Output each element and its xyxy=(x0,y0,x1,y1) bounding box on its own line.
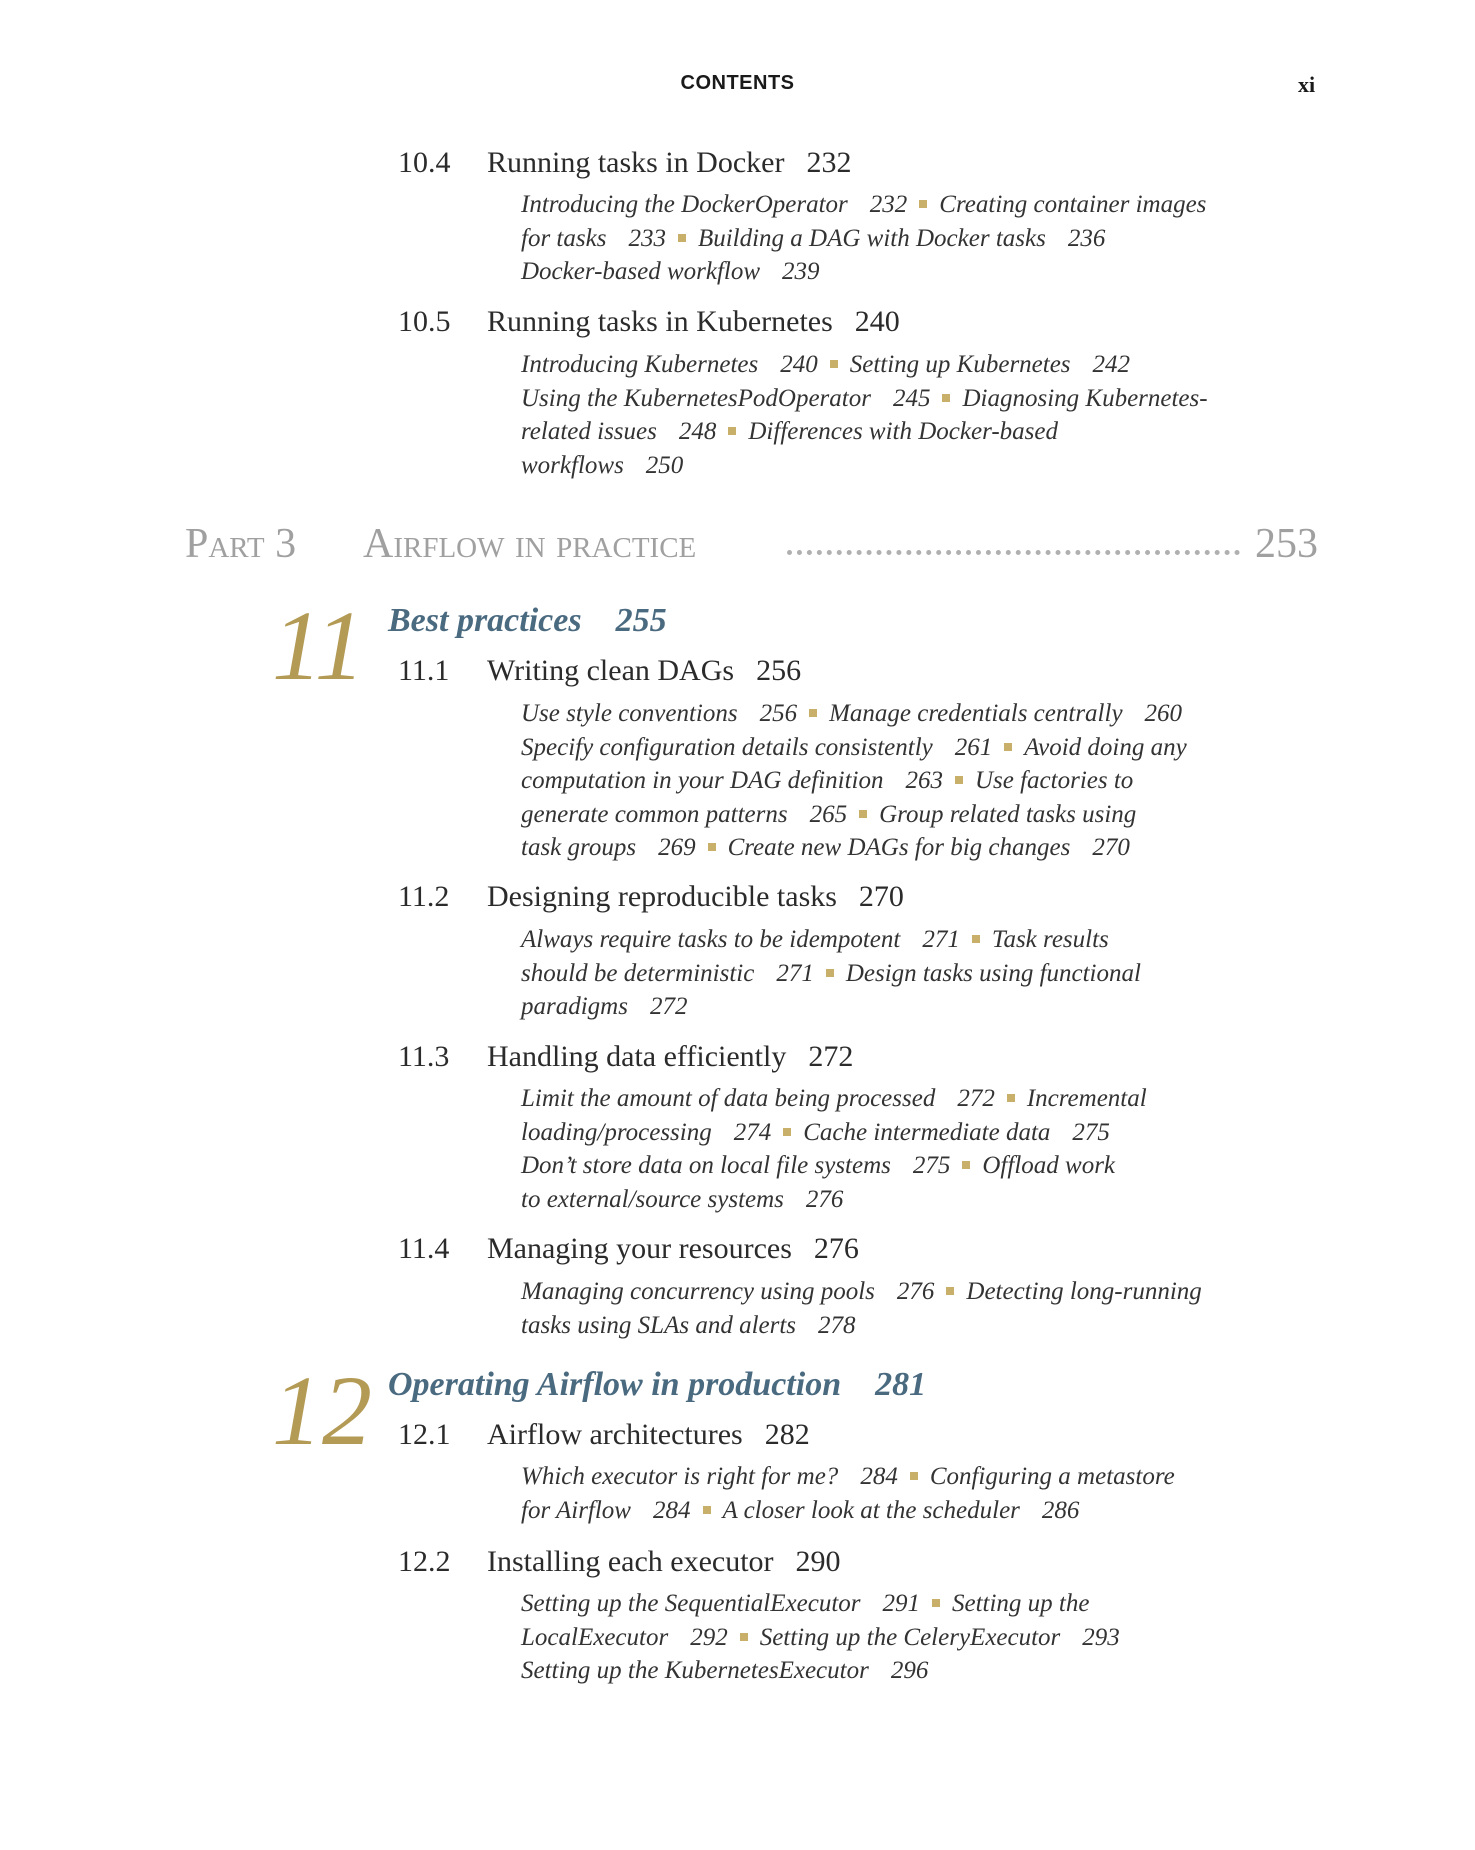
bullet-separator xyxy=(728,427,736,435)
subtopic-page: 270 xyxy=(1092,834,1130,861)
subtopic-page: 261 xyxy=(954,733,993,761)
subtopic-title: Setting up the xyxy=(952,1590,1090,1617)
subtopic-title: for Airflow xyxy=(521,1496,631,1524)
chapter-number: 11 xyxy=(272,590,365,701)
section-number: 12.1 xyxy=(398,1418,451,1451)
bullet-separator xyxy=(826,969,834,977)
subtopic-title: Which executor is right for me? xyxy=(521,1463,839,1490)
section-page: 272 xyxy=(808,1040,854,1073)
running-head: CONTENTS xyxy=(680,72,795,94)
subtopic-title: Diagnosing Kubernetes- xyxy=(962,384,1208,412)
subtopic-line xyxy=(521,255,1206,289)
bullet-separator xyxy=(809,709,817,717)
subtopic-page: 236 xyxy=(1067,224,1106,252)
bullet-separator xyxy=(703,1506,711,1514)
subtopic-line xyxy=(521,222,1206,256)
subtopic-page: 256 xyxy=(759,700,798,727)
subtopic-title: workflows xyxy=(521,451,624,479)
subtopic-line xyxy=(521,1654,1120,1688)
bullet-separator xyxy=(678,234,686,242)
bullet-separator xyxy=(932,1599,940,1607)
subtopic-title: paradigms xyxy=(521,993,628,1020)
section-number: 11.2 xyxy=(398,880,450,913)
subtopic-line xyxy=(521,1116,1147,1150)
subtopic-page: 271 xyxy=(922,926,960,953)
subtopic-page: 271 xyxy=(776,959,814,987)
section-page: 256 xyxy=(756,654,802,687)
subtopic-list xyxy=(521,1275,1202,1342)
subtopic-page: 296 xyxy=(890,1657,929,1684)
section-page: 276 xyxy=(813,1232,859,1265)
subtopic-title: Task results xyxy=(991,926,1109,953)
bullet-separator xyxy=(942,394,950,402)
subtopic-list xyxy=(521,1082,1147,1216)
dot-leader xyxy=(787,550,1240,555)
subtopic-title: Detecting long-running xyxy=(966,1278,1202,1305)
subtopic-title: Introducing the DockerOperator xyxy=(521,191,848,218)
subtopic-title: Setting up the SequentialExecutor xyxy=(521,1590,861,1617)
subtopic-line xyxy=(521,764,1187,798)
subtopic-page: 278 xyxy=(818,1311,856,1339)
section-number: 11.4 xyxy=(398,1232,450,1265)
subtopic-title: tasks using SLAs and alerts xyxy=(521,1311,797,1339)
subtopic-line xyxy=(521,957,1141,991)
subtopic-line xyxy=(521,1275,1202,1309)
section-number: 11.1 xyxy=(398,654,450,687)
subtopic-list xyxy=(521,697,1187,865)
chapter-page: 281 xyxy=(875,1366,927,1403)
bullet-separator xyxy=(919,200,927,208)
bullet-separator xyxy=(972,935,980,943)
subtopic-title: Differences with Docker-based xyxy=(748,418,1058,445)
bullet-separator xyxy=(740,1633,748,1641)
bullet-separator xyxy=(783,1128,791,1136)
subtopic-title: to external/source systems xyxy=(521,1185,784,1213)
part-title: Airflow in practice xyxy=(363,521,697,567)
section-heading xyxy=(398,1545,998,1581)
section-title: Running tasks in Docker 232 xyxy=(487,146,852,179)
subtopic-title: computation in your DAG definition xyxy=(521,767,884,794)
subtopic-line xyxy=(521,990,1141,1024)
part-heading xyxy=(185,520,1318,570)
subtopic-page: 245 xyxy=(892,384,931,412)
part-page: 253 xyxy=(1255,521,1318,567)
bullet-separator xyxy=(946,1287,954,1295)
subtopic-title: Creating container images xyxy=(939,191,1207,218)
subtopic-line xyxy=(521,449,1208,483)
subtopic-page: 272 xyxy=(649,993,688,1020)
subtopic-line xyxy=(521,1149,1147,1183)
subtopic-line xyxy=(521,1309,1202,1343)
section-page: 282 xyxy=(764,1418,810,1451)
section-title: Designing reproducible tasks 270 xyxy=(487,880,904,913)
chapter-title: Operating Airflow in production 281 xyxy=(388,1366,927,1403)
subtopic-title: Avoid doing any xyxy=(1024,733,1187,761)
section-heading xyxy=(398,305,998,341)
subtopic-title: Limit the amount of data being processed xyxy=(521,1085,936,1112)
subtopic-page: 293 xyxy=(1082,1623,1120,1651)
subtopic-title: Managing concurrency using pools xyxy=(521,1278,875,1305)
subtopic-title: Use style conventions xyxy=(521,700,738,727)
section-title: Airflow architectures 282 xyxy=(487,1418,810,1451)
subtopic-page: 284 xyxy=(653,1496,691,1524)
subtopic-title: Incremental xyxy=(1026,1085,1147,1112)
subtopic-page: 286 xyxy=(1041,1496,1080,1524)
chapter-number: 12 xyxy=(272,1355,372,1466)
subtopic-line xyxy=(521,831,1187,865)
bullet-separator xyxy=(910,1472,918,1480)
subtopic-title: Offload work xyxy=(982,1152,1116,1179)
subtopic-page: 250 xyxy=(645,451,684,479)
bullet-separator xyxy=(830,360,838,368)
section-page: 240 xyxy=(854,305,900,338)
subtopic-line xyxy=(521,1082,1147,1116)
section-title: Managing your resources 276 xyxy=(487,1232,859,1265)
subtopic-title: generate common patterns xyxy=(521,800,788,828)
subtopic-line xyxy=(521,188,1206,222)
subtopic-page: 263 xyxy=(905,767,943,794)
subtopic-title: Setting up Kubernetes xyxy=(849,351,1071,378)
subtopic-page: 292 xyxy=(690,1623,728,1651)
subtopic-page: 265 xyxy=(809,800,848,828)
subtopic-title: Design tasks using functional xyxy=(845,959,1141,987)
subtopic-line xyxy=(521,348,1208,382)
subtopic-page: 275 xyxy=(1072,1118,1110,1146)
subtopic-title: Using the KubernetesPodOperator xyxy=(521,384,871,412)
subtopic-page: 275 xyxy=(912,1152,951,1179)
subtopic-title: A closer look at the scheduler xyxy=(722,1496,1020,1524)
section-number: 10.4 xyxy=(398,146,451,179)
subtopic-title: Setting up the CeleryExecutor xyxy=(759,1623,1061,1651)
bullet-separator xyxy=(962,1161,970,1169)
subtopic-page: 248 xyxy=(678,418,717,445)
subtopic-title: Configuring a metastore xyxy=(929,1463,1175,1490)
subtopic-title: Always require tasks to be idempotent xyxy=(521,926,901,953)
subtopic-title: Docker-based workflow xyxy=(521,258,761,285)
section-title: Handling data efficiently 272 xyxy=(487,1040,854,1073)
subtopic-page: 240 xyxy=(780,351,818,378)
subtopic-page: 276 xyxy=(805,1185,844,1213)
section-number: 11.3 xyxy=(398,1040,450,1073)
subtopic-list xyxy=(521,348,1208,482)
bullet-separator xyxy=(1007,1094,1015,1102)
subtopic-line xyxy=(521,1621,1120,1655)
subtopic-title: Don’t store data on local file systems xyxy=(521,1152,891,1179)
bullet-separator xyxy=(708,843,716,851)
subtopic-title: Introducing Kubernetes xyxy=(521,351,759,378)
subtopic-line xyxy=(521,697,1187,731)
subtopic-page: 272 xyxy=(957,1085,995,1112)
subtopic-title: LocalExecutor xyxy=(521,1623,669,1651)
subtopic-line xyxy=(521,415,1208,449)
subtopic-page: 232 xyxy=(869,191,908,218)
subtopic-page: 233 xyxy=(628,224,666,252)
subtopic-line xyxy=(521,731,1187,765)
section-page: 270 xyxy=(858,880,904,913)
subtopic-line xyxy=(521,1494,1175,1528)
subtopic-title: Setting up the KubernetesExecutor xyxy=(521,1657,869,1684)
page-folio: xi xyxy=(1298,72,1316,97)
subtopic-line xyxy=(521,1460,1175,1494)
subtopic-title: Specify configuration details consistently xyxy=(521,733,933,761)
subtopic-list xyxy=(521,923,1141,1024)
subtopic-line xyxy=(521,1587,1120,1621)
section-heading xyxy=(398,1232,998,1268)
section-number: 12.2 xyxy=(398,1545,451,1578)
bullet-separator xyxy=(955,776,963,784)
subtopic-title: should be deterministic xyxy=(521,959,755,987)
subtopic-page: 284 xyxy=(860,1463,898,1490)
subtopic-page: 260 xyxy=(1144,700,1183,727)
subtopic-line xyxy=(521,798,1187,832)
bullet-separator xyxy=(859,810,867,818)
section-title: Installing each executor 290 xyxy=(487,1545,841,1578)
subtopic-page: 276 xyxy=(896,1278,935,1305)
section-heading xyxy=(398,654,998,690)
subtopic-list xyxy=(521,1460,1175,1527)
subtopic-line xyxy=(521,382,1208,416)
subtopic-list xyxy=(521,1587,1120,1688)
subtopic-list xyxy=(521,188,1206,289)
subtopic-title: for tasks xyxy=(521,224,607,252)
subtopic-title: Group related tasks using xyxy=(879,800,1137,828)
section-number: 10.5 xyxy=(398,305,451,338)
section-title: Writing clean DAGs 256 xyxy=(487,654,802,687)
section-page: 232 xyxy=(806,146,852,179)
chapter-title: Best practices 255 xyxy=(388,602,667,639)
subtopic-title: loading/processing xyxy=(521,1118,712,1146)
section-heading xyxy=(398,146,998,182)
subtopic-line xyxy=(521,1183,1147,1217)
subtopic-page: 274 xyxy=(733,1118,772,1146)
subtopic-page: 239 xyxy=(782,258,820,285)
subtopic-title: Cache intermediate data xyxy=(803,1118,1051,1146)
section-title: Running tasks in Kubernetes 240 xyxy=(487,305,900,338)
subtopic-title: Create new DAGs for big changes xyxy=(727,834,1071,861)
section-page: 290 xyxy=(795,1545,841,1578)
bullet-separator xyxy=(1004,743,1012,751)
part-label: Part 3 xyxy=(185,521,297,567)
subtopic-title: task groups xyxy=(521,834,637,861)
subtopic-title: Use factories to xyxy=(974,767,1134,794)
section-heading xyxy=(398,1040,998,1076)
subtopic-page: 269 xyxy=(658,834,696,861)
section-heading xyxy=(398,880,998,916)
subtopic-line xyxy=(521,923,1141,957)
chapter-page: 255 xyxy=(615,602,667,639)
subtopic-page: 291 xyxy=(882,1590,920,1617)
subtopic-page: 242 xyxy=(1092,351,1131,378)
subtopic-title: related issues xyxy=(521,418,657,445)
section-heading xyxy=(398,1418,998,1454)
subtopic-title: Manage credentials centrally xyxy=(829,700,1123,727)
subtopic-title: Building a DAG with Docker tasks xyxy=(697,224,1046,252)
